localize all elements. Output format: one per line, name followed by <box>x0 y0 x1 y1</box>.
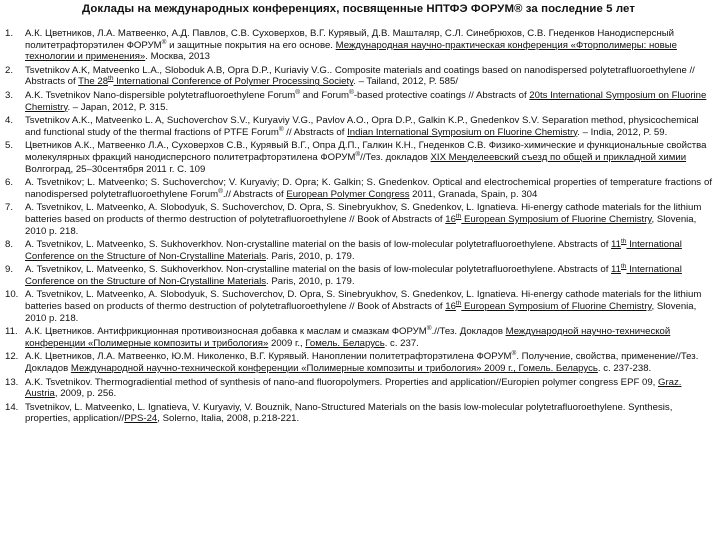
reference-text: ® <box>511 350 517 358</box>
reference-venue-link: Международной научно-технической конференции «Полимерные композиты и трибология» 2009 г., Гомель. Беларусь <box>70 363 598 375</box>
reference-text: , 2009, p. 256. <box>54 388 117 400</box>
reference-venue-link: 11 <box>611 264 621 276</box>
reference-item <box>5 402 712 425</box>
reference-item <box>5 239 712 262</box>
reference-text: . с. 237-238. <box>597 363 652 375</box>
reference-item <box>5 140 712 175</box>
reference-item <box>5 326 712 349</box>
reference-text: A.K. Tsvetnikov Nano-dispersible polytetrafluoroethylene Forum <box>25 89 296 101</box>
reference-text: A. Tsvetnikov, L. Matveenko, A. Slobodyuk, S. Suchoverchov, D. Opra, S. Sinebryukhov, S. Gnedenkov, L. Ignatieva. Hi-energy cathode materials for the lithium batteries based on products of thermo destruction of polytetrafluoroethylene // Book of Abstracts of <box>25 202 702 225</box>
reference-number: 11. <box>5 326 18 338</box>
reference-number: 9. <box>5 264 14 276</box>
reference-venue-link: th <box>621 263 627 271</box>
reference-venue-link: European Polymer Congress <box>286 188 410 200</box>
reference-number: 2. <box>5 64 14 76</box>
reference-item <box>5 177 712 200</box>
reference-item <box>5 289 712 324</box>
reference-venue-link: 11 <box>611 239 621 251</box>
reference-venue-link: Graz. Austria <box>25 376 682 400</box>
reference-item <box>5 28 712 63</box>
reference-number: 4. <box>5 115 14 127</box>
reference-text: 2011, Granada, Spain, p. 304 <box>409 188 538 200</box>
reference-venue-link: XIX Менделеевский съезд по общей и прикладной химии <box>430 151 687 163</box>
reference-text: .//Тез. Докладов <box>431 326 506 338</box>
reference-venue-link: International Conference on the Structure of Non-Crystalline Materials <box>25 264 682 287</box>
reference-text: A. Tsvetnikov; L. Matveenko; S. Suchoverchov; V. Kuryaviy; D. Opra; K. Galkin; S. Gnedenkov. Optical and electrochemical properties of temperature fractions of nanodispersed polytetrafluoroethylene Forum <box>25 177 712 200</box>
reference-number: 3. <box>5 89 14 101</box>
reference-item <box>5 264 712 287</box>
reference-venue-link: 20ts International Symposium on Fluorine Chemistry <box>25 89 707 113</box>
reference-venue-link: Indian International Symposium on Fluorine Chemistry <box>347 126 578 138</box>
reference-number: 13. <box>5 376 19 388</box>
reference-venue-link: Международной научно-технической конференции «Полимерные композиты и трибология» <box>25 326 671 349</box>
reference-venue-link: European Symposium of Fluorine Chemistry <box>461 213 652 225</box>
reference-venue-link: International Conference of Polymer Processing Society <box>113 76 354 88</box>
reference-text: ® <box>355 150 361 158</box>
reference-text: . – India, 2012, P. 59. <box>577 126 668 138</box>
reference-venue-link: The 28 <box>78 76 109 88</box>
reference-text: //Тез. докладов <box>360 151 431 163</box>
reference-text: Волгоград, 25–30сентября 2011 г. С. 109 <box>25 163 206 175</box>
reference-number: 14. <box>5 401 19 413</box>
reference-text: . с. 237. <box>384 337 419 349</box>
reference-venue-link: th <box>455 299 462 307</box>
reference-text: ® <box>426 325 432 333</box>
reference-text: . Paris, 2010, p. 179. <box>266 250 355 262</box>
reference-venue-link: 16 <box>445 301 456 313</box>
reference-text: и защитные покрытия на его основе. <box>166 39 336 51</box>
reference-text: Tsvetnikov A.K, Matveenko L.A., Sloboduk A.B, Opra D.P., Kuriaviy V.G.. Composite materials and coatings based on nanodispersed polytetrafluoroethylene // Abstracts of <box>25 64 695 88</box>
reference-text: . – Tailand, 2012, P. 585/ <box>353 76 458 88</box>
reference-text: А.К. Цветников. Антифрикционная противоизносная добавка к маслам и смазкам ФОРУМ <box>25 326 427 338</box>
reference-venue-link: th <box>621 237 627 245</box>
reference-venue-link: 16 <box>445 213 456 225</box>
reference-text: ® <box>161 38 167 46</box>
reference-text: Tsvetnikov, L. Matveenko, L. Ignatieva, V. Kuryaviy, V. Bouznik, Nano-Structured Materials on the basis low-molecular polytetrafluoroethylene. Synthesis, properties, application// <box>25 401 673 425</box>
reference-venue-link: Международная научно-практическая конференция «Фторполимеры: новые технологии и применения» <box>25 39 677 63</box>
reference-text: ® <box>218 187 223 195</box>
reference-number: 8. <box>5 239 14 251</box>
reference-text: Цветников А.К., Матвеенко Л.А., Суховерхов С.В., Курявый В.Г., Опра Д.П., Галкин К.Н., Гнеденков С.В. Физико-химические и функциональные свойства молекулярных фракций нанодисперсного политетрафторэтилена ФОРУМ <box>25 140 707 163</box>
reference-text: A. Tsvetnikov, L. Matveenko, A. Slobodyuk, S. Suchoverchov, D. Opra, S. Sinebryukhov, S. Gnedenkov, L. Ignatieva. Hi-energy cathode materials for the lithium batteries based on products of thermo destruction of polytetrafluoroethylene // Book of Abstracts of <box>25 289 702 313</box>
reference-text: and Forum <box>299 89 350 101</box>
reference-text: A.K. Tsvetnikov. Thermogradiential method of synthesis of nano-and fluoropolymers. Properties and application//Europien polymer congress EPF 09, <box>25 376 658 388</box>
reference-text: , Slovenia, 2010 p. 218. <box>25 301 697 324</box>
reference-text: ® <box>295 88 300 96</box>
reference-item <box>5 377 712 400</box>
reference-number: 7. <box>5 202 14 214</box>
reference-venue-link: th <box>108 75 114 83</box>
reference-text: ® <box>278 125 284 133</box>
reference-text: -based protective coatings // Abstracts of <box>353 89 530 101</box>
reference-item <box>5 115 712 138</box>
reference-text: Tsvetnikov A.K., Matveenko L. A, Suchoverchov S.V., Kuryaviy V.G., Pavlov A.O., Opra D.P., Galkin K.P., Gnedenkov S.V. Separation method, physicochemical and functional study of the thermal fractions of PTFE Forum <box>25 115 699 138</box>
reference-item <box>5 65 712 88</box>
reference-text: . Москва, 2013 <box>145 51 210 63</box>
reference-text: .// Abstracts of <box>222 188 287 200</box>
reference-number: 1. <box>5 28 14 39</box>
reference-text: . – Japan, 2012, P. 315. <box>67 101 169 113</box>
reference-venue-link: Гомель. Беларусь <box>305 337 385 349</box>
reference-text: A. Tsvetnikov, L. Matveenko, S. Sukhoverkhov. Non-crystalline material on the basis of low-molecular polytetrafluoroethylene. Abstracts of <box>25 264 612 276</box>
reference-text: А.К. Цветников, Л.А. Матвеенко, Ю.М. Николенко, В.Г. Курявый. Наноплении политетрафторэтилена ФОРУМ <box>25 351 512 363</box>
reference-item <box>5 351 712 374</box>
reference-text: , Slovenia, 2010 p. 218. <box>25 213 697 237</box>
reference-text: // Abstracts of <box>283 126 348 138</box>
reference-item <box>5 90 712 113</box>
reference-text: 2009 г., <box>268 337 306 349</box>
reference-list <box>5 28 712 425</box>
reference-item <box>5 202 712 237</box>
reference-number: 6. <box>5 177 14 189</box>
reference-text: А.К. Цветников, Л.А. Матвеенко, А.Д. Павлов, С.В. Суховерхов, В.Г. Курявый, Д.В. Машталяр, С.Л. Синебрюхов, С.В. Гнеденков Нанодисперсный политетрафторэтилен ФОРУМ <box>25 28 674 51</box>
reference-number: 5. <box>5 140 14 152</box>
reference-number: 10. <box>5 289 19 301</box>
reference-text: A. Tsvetnikov, L. Matveenko, S. Sukhoverkhov. Non-crystalline material on the basis of low-molecular polytetrafluoroethylene. Abstracts of <box>25 239 612 251</box>
reference-number: 12. <box>5 351 19 363</box>
reference-text: . Получение, свойства, применение//Тез. Докладов <box>25 351 699 375</box>
page-title: Доклады на международных конференциях, посвященные НПТФЭ ФОРУМ® за последние 5 лет <box>81 3 636 15</box>
reference-venue-link: th <box>455 212 462 220</box>
reference-text: . Paris, 2010, p. 179. <box>266 275 355 287</box>
reference-venue-link: European Symposium of Fluorine Chemistry <box>461 301 652 313</box>
reference-text: , Solerno, Italia, 2008, p.218-221. <box>157 413 300 425</box>
reference-venue-link: International Conference on the Structure of Non-Crystalline Materials <box>25 239 682 262</box>
reference-venue-link: PPS-24 <box>124 413 158 425</box>
reference-text: ® <box>349 88 354 96</box>
